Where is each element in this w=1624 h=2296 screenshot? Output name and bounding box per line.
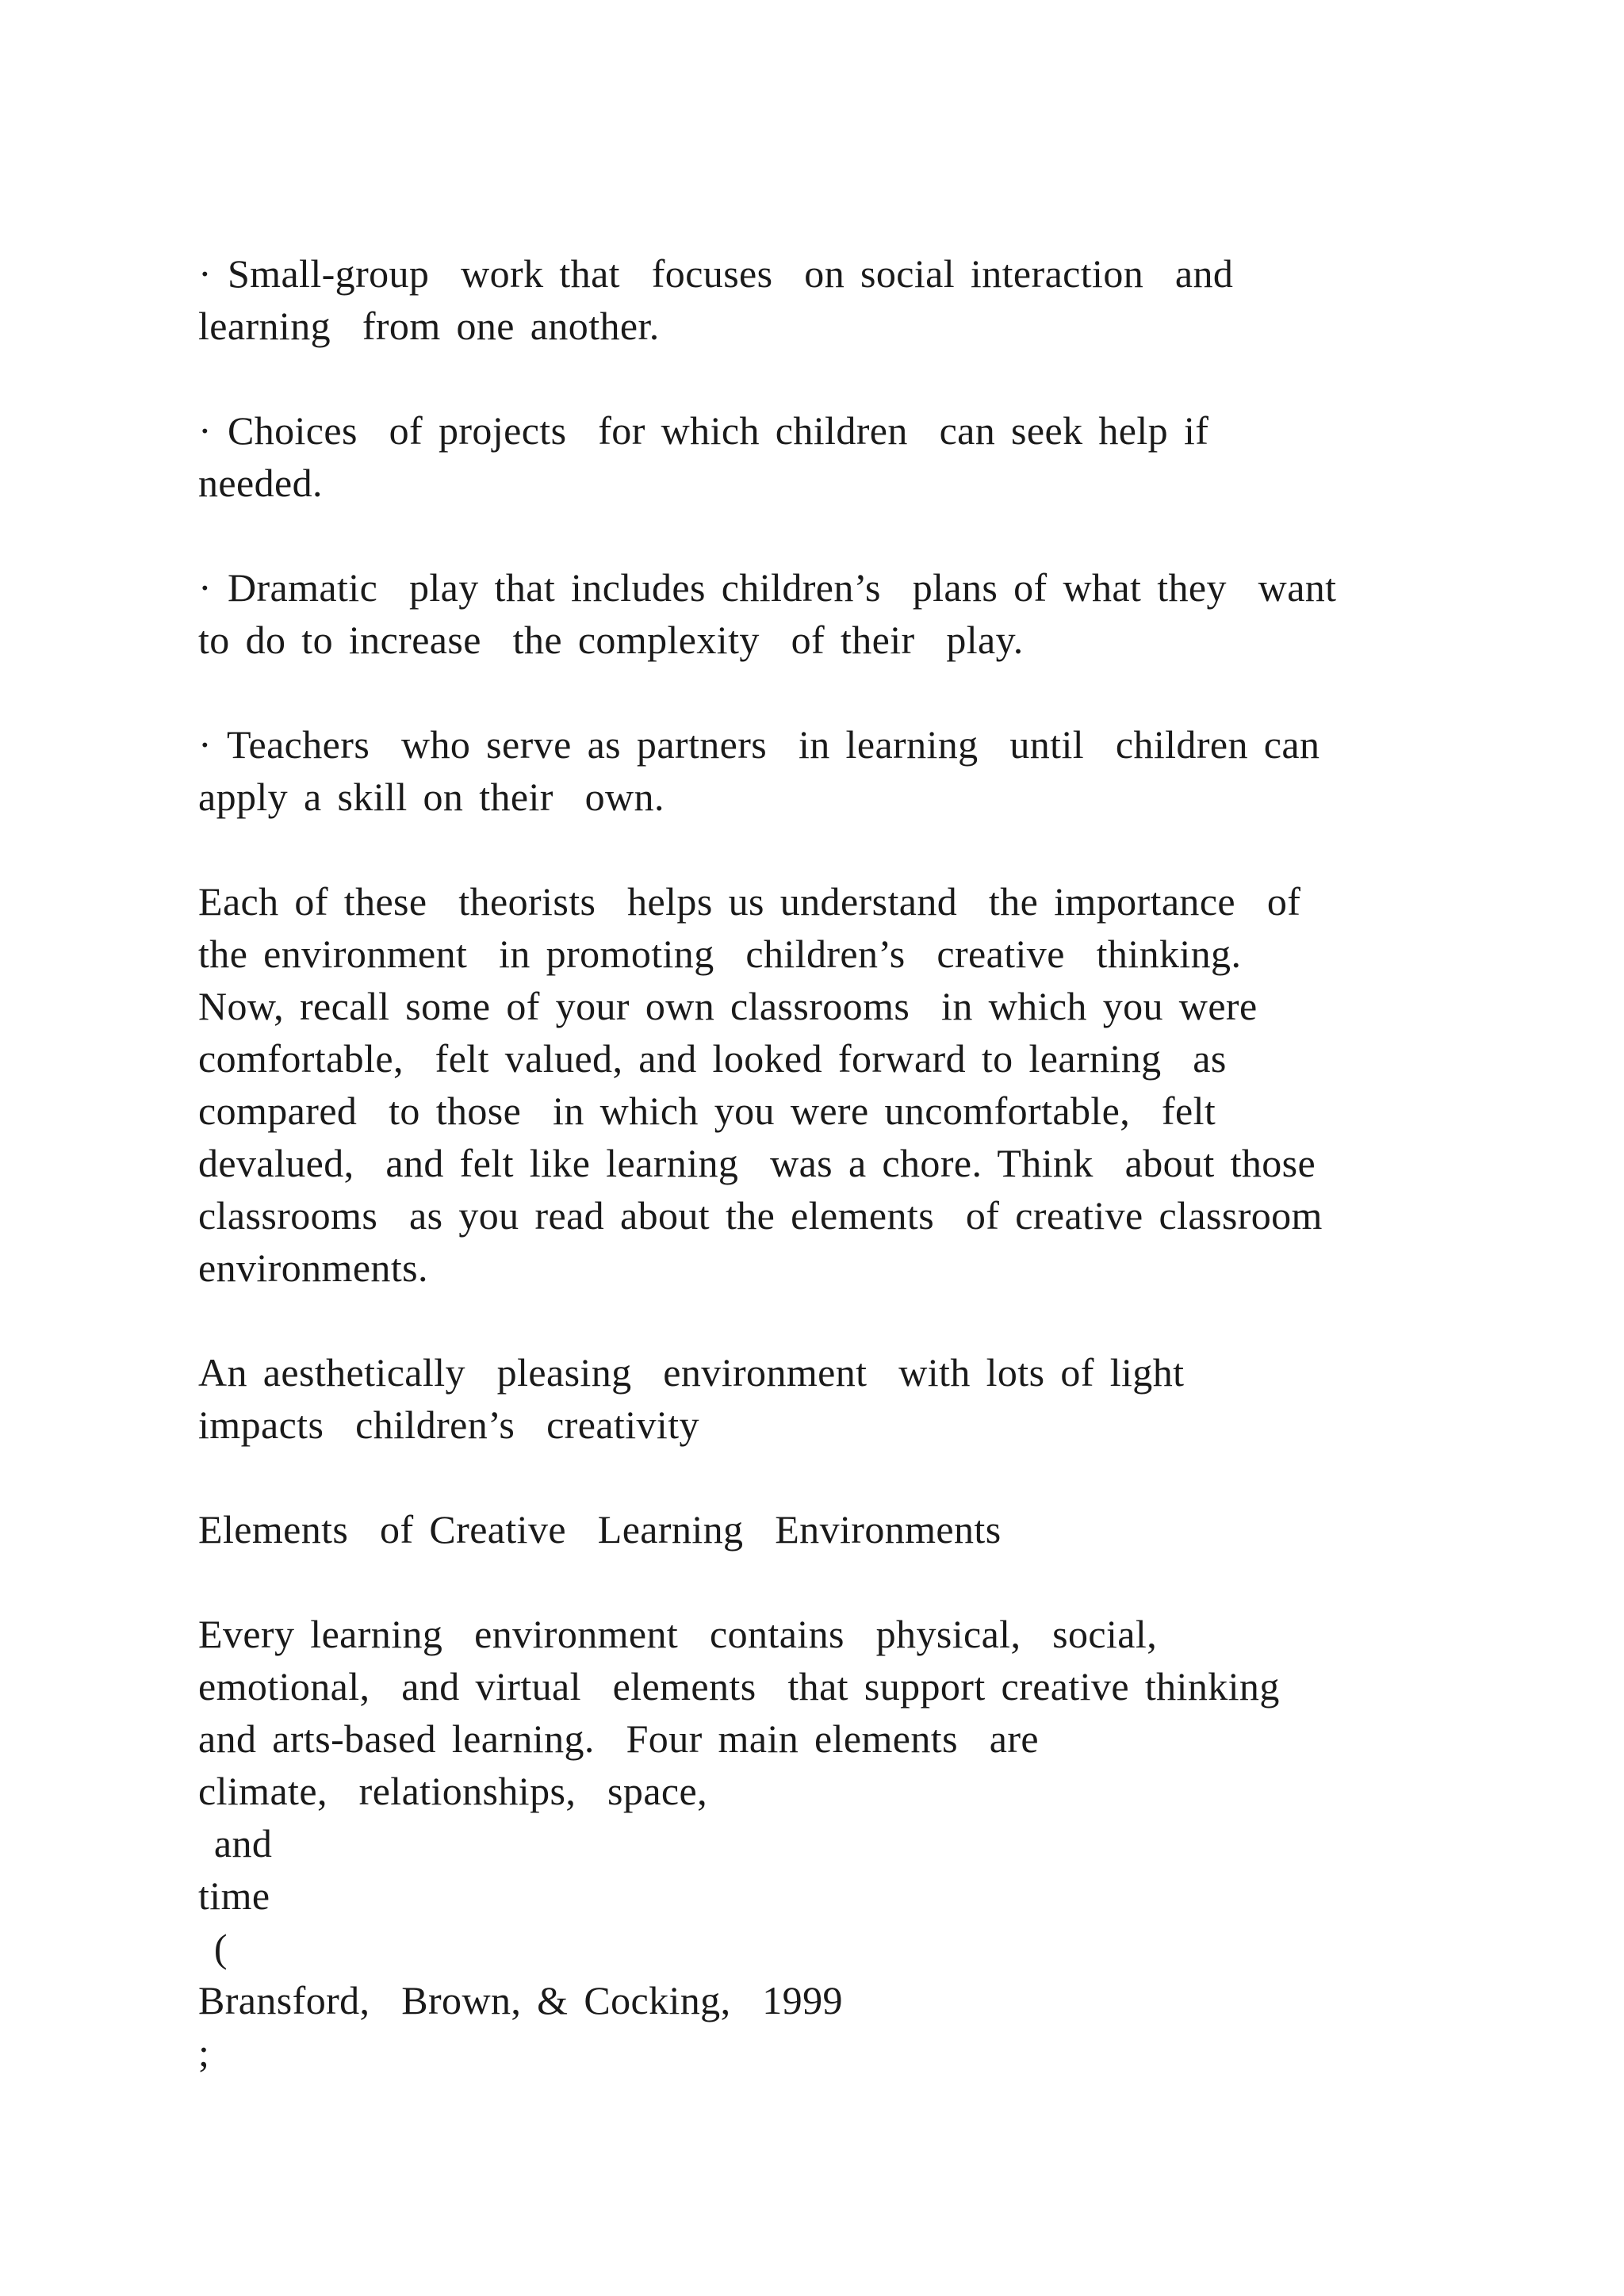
- bullet-choices: [198, 404, 1499, 509]
- text-line: comfortable, felt valued, and looked forward to learning as: [198, 1036, 1227, 1081]
- text-line: (: [198, 1926, 228, 1970]
- text-line: and: [198, 1821, 273, 1866]
- text-line: classrooms as you read about the elements of creative classroom: [198, 1193, 1323, 1238]
- bullet-teachers: [198, 718, 1499, 823]
- text-line: impacts children’s creativity: [198, 1402, 699, 1447]
- text-line: · Dramatic play that includes children’s plans of what they want: [198, 565, 1337, 610]
- text-line: time: [198, 1873, 270, 1918]
- text-line: ;: [198, 2030, 210, 2075]
- section-heading: [198, 1503, 1499, 1556]
- text-line: · Small-group work that focuses on social interaction and: [198, 251, 1234, 296]
- text-line: climate, relationships, space,: [198, 1769, 707, 1813]
- text-line: needed.: [198, 461, 323, 505]
- elements-paragraph: [198, 1608, 1499, 2079]
- text-line: learning from one another.: [198, 304, 660, 348]
- text-line: apply a skill on their own.: [198, 775, 665, 819]
- bullet-dramatic-play: [198, 561, 1499, 666]
- text-line: and arts-based learning. Four main elements are: [198, 1716, 1039, 1761]
- text-line: Every learning environment contains physical, social,: [198, 1612, 1158, 1656]
- text-line: emotional, and virtual elements that support creative thinking: [198, 1664, 1280, 1709]
- text-line: Each of these theorists helps us understand the importance of: [198, 879, 1301, 924]
- text-line: An aesthetically pleasing environment with lots of light: [198, 1350, 1185, 1395]
- text-line: Now, recall some of your own classrooms in which you were: [198, 984, 1258, 1028]
- text-line: devalued, and felt like learning was a chore. Think about those: [198, 1141, 1316, 1185]
- document-page: [198, 247, 1499, 2131]
- text-line: compared to those in which you were uncomfortable, felt: [198, 1089, 1216, 1133]
- text-line: Bransford, Brown, & Cocking, 1999: [198, 1978, 843, 2022]
- bullet-small-group: [198, 247, 1499, 352]
- text-line: to do to increase the complexity of their play.: [198, 618, 1024, 662]
- text-line: environments.: [198, 1246, 428, 1290]
- theorists-paragraph: [198, 875, 1499, 1294]
- text-line: the environment in promoting children’s creative thinking.: [198, 932, 1242, 976]
- text-line: · Choices of projects for which children can seek help if: [198, 408, 1209, 453]
- text-line: · Teachers who serve as partners in learning until children can: [198, 722, 1320, 767]
- image-caption: [198, 1346, 1499, 1451]
- text-line: Elements of Creative Learning Environments: [198, 1507, 1002, 1552]
